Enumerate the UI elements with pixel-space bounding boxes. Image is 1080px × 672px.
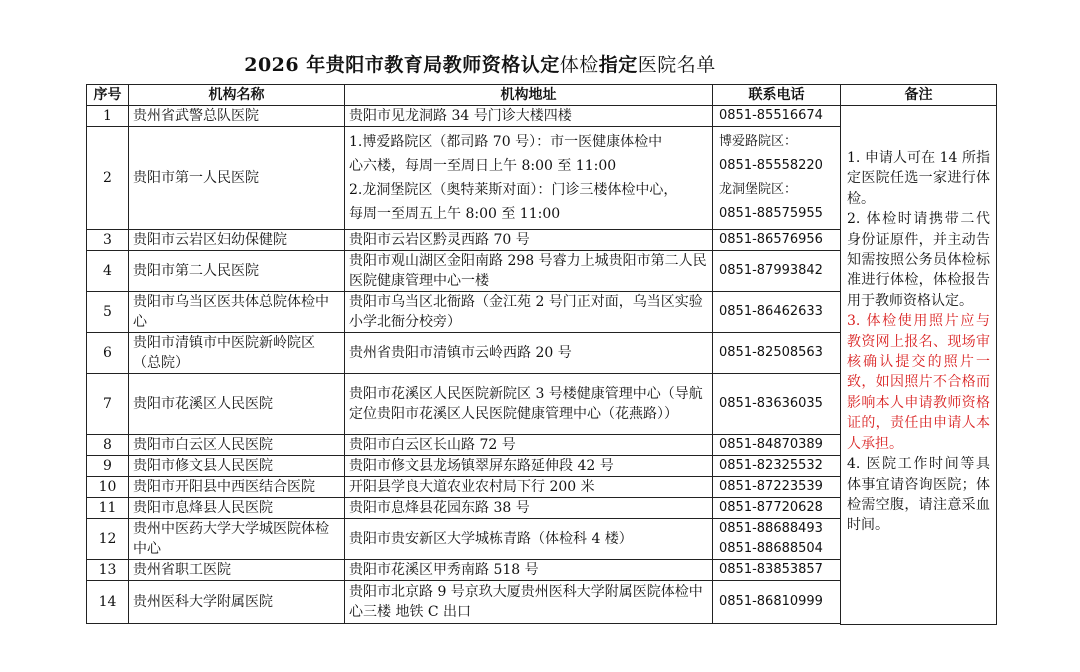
- table-row: 3 贵阳市云岩区妇幼保健院 贵阳市云岩区黔灵西路 70 号 0851-86576956: [87, 230, 997, 251]
- hospital-table: [86, 84, 997, 625]
- table-header-row: [87, 85, 997, 106]
- table-row: 11 贵阳市息烽县人民医院 贵阳市息烽县花园东路 38 号 0851-87720628: [87, 498, 997, 519]
- table-row: 1 贵州省武警总队医院 贵阳市见龙洞路 34 号门诊大楼四楼 0851-85516674 1. 申请人可在 14 所指定医院任选一家进行体检。 2. 体检时请携带二代身份证原件，并主动告知需按照公务员体检标准进行体检，体检报告用于教师资格认定。 3. 体检使用照片应与教资网上报名、现场审核确认提交的照片一致，如因照片不合格而影响本人申请教师资格证的，责任由申请人本人承担。 4. 医院工作时间等具体事宜请咨询医院；体检需空腹，请注意采血时间。: [87, 106, 997, 127]
- note-1: 1. 申请人可在 14 所指定医院任选一家进行体检。: [847, 150, 990, 207]
- header-remarks: 备注: [841, 85, 997, 106]
- note-4: 4. 医院工作时间等具体事宜请咨询医院；体检需空腹，请注意采血时间。: [847, 456, 990, 534]
- table-row: 14 贵州医科大学附属医院 贵阳市北京路 9 号京玖大厦贵州医科大学附属医院体检中心三楼 地铁 C 出口 0851-86810999: [87, 581, 997, 624]
- table-row: 9 贵阳市修文县人民医院 贵阳市修文县龙场镇翠屏东路延伸段 42 号 0851-82325532: [87, 456, 997, 477]
- note-2: 2. 体检时请携带二代身份证原件，并主动告知需按照公务员体检标准进行体检，体检报告用于教师资格认定。: [847, 211, 990, 309]
- table-row: 8 贵阳市白云区人民医院 贵阳市白云区长山路 72 号 0851-84870389: [87, 435, 997, 456]
- header-phone: 联系电话: [713, 85, 841, 106]
- table-row: 6 贵阳市清镇市中医院新岭院区（总院） 贵州省贵阳市清镇市云岭西路 20 号 0851-82508563: [87, 333, 997, 374]
- page-title: 2026 年贵阳市教育局教师资格认定体检指定医院名单: [244, 54, 716, 76]
- table-row: 13 贵州省职工医院 贵阳市花溪区甲秀南路 518 号 0851-83853857: [87, 560, 997, 581]
- header-address: 机构地址: [345, 85, 713, 106]
- table-row: 4 贵阳市第二人民医院 贵阳市观山湖区金阳南路 298 号睿力上城贵阳市第二人民医院健康管理中心一楼 0851-87993842: [87, 251, 997, 292]
- note-3: 3. 体检使用照片应与教资网上报名、现场审核确认提交的照片一致，如因照片不合格而影响本人申请教师资格证的，责任由申请人本人承担。: [847, 313, 990, 452]
- header-no: 序号: [87, 85, 129, 106]
- table-row: 5 贵阳市乌当区医共体总院体检中心 贵阳市乌当区北衙路（金江苑 2 号门正对面，乌当区实验小学北衙分校旁） 0851-86462633: [87, 292, 997, 333]
- remarks-cell: [841, 106, 997, 625]
- table-row: 12 贵州中医药大学大学城医院体检中心 贵阳市贵安新区大学城栋青路（体检科 4 楼） 0851-88688493 0851-88688504: [87, 519, 997, 560]
- header-name: 机构名称: [129, 85, 345, 106]
- table-row: 7 贵阳市花溪区人民医院 贵阳市花溪区人民医院新院区 3 号楼健康管理中心（导航定位贵阳市花溪区人民医院健康管理中心（花燕路）） 0851-83636035: [87, 374, 997, 435]
- table-row: 10 贵阳市开阳县中西医结合医院 开阳县学良大道农业农村局下行 200 米 0851-87223539: [87, 477, 997, 498]
- table-row: 2 贵阳市第一人民医院 1.博爱路院区（都司路 70 号）：市一医健康体检中 心六楼，每周一至周日上午 8:00 至 11:00 2.龙洞堡院区（奥特莱斯对面）：门诊三楼体检中心， 每周一至周五上午 8:00 至 11:00 博爱路院区： 0851-85558220 龙洞堡院区： 0851-88575955: [87, 127, 997, 230]
